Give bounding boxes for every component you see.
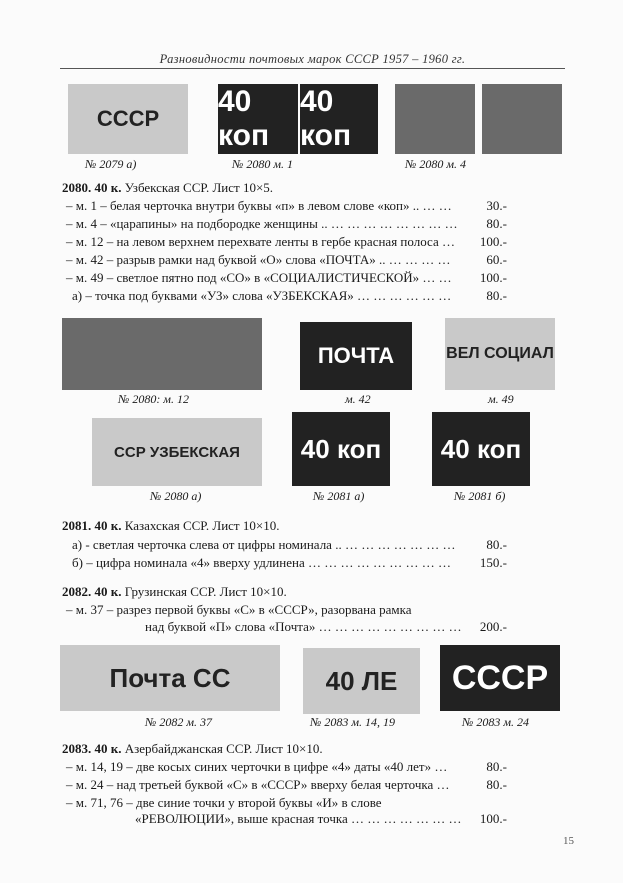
- entry-value: 40 к.: [94, 518, 122, 533]
- image-caption: № 2080 м. 1: [232, 157, 293, 171]
- variety-line: [66, 270, 565, 286]
- price: 100.-: [479, 270, 507, 285]
- entry-title: Азербайджанская ССР. Лист 10×10.: [124, 741, 323, 756]
- price: 80.-: [486, 537, 507, 552]
- image-caption: № 2082 м. 37: [145, 715, 212, 729]
- stamp-detail-image: 40 коп: [218, 84, 298, 154]
- image-caption: № 2081 б): [454, 489, 506, 503]
- image-caption: м. 49: [488, 392, 514, 406]
- price: 100.-: [479, 811, 507, 826]
- price: 200.-: [479, 619, 507, 634]
- stamp-detail-image: СССР: [68, 84, 188, 154]
- variety-line: [72, 555, 565, 571]
- variety-text: а) - светлая черточка слева от цифры номинала .. … … … … … … …: [72, 537, 456, 552]
- variety-text: – м. 12 – на левом верхнем перехвате ленты в гербе красная полоса …: [66, 234, 455, 249]
- entry-title: Узбекская ССР. Лист 10×5.: [124, 180, 274, 195]
- entry-heading: [62, 741, 323, 757]
- variety-text: «РЕВОЛЮЦИИ», выше красная точка … … … … … … …: [135, 811, 462, 826]
- variety-line: [66, 198, 565, 214]
- image-caption: № 2079 а): [85, 157, 137, 171]
- stamp-detail-image: 40 коп: [300, 84, 378, 154]
- price: 100.-: [479, 234, 507, 249]
- entry-title: Грузинская ССР. Лист 10×10.: [124, 584, 287, 599]
- variety-line: [66, 759, 565, 775]
- variety-line: [66, 234, 565, 250]
- variety-text: – м. 49 – светлое пятно под «СО» в «СОЦИАЛИСТИЧЕСКОЙ» … …: [66, 270, 452, 285]
- image-caption: м. 42: [345, 392, 371, 406]
- stamp-detail-image: ПОЧТА: [300, 322, 412, 390]
- entry-number: 2080.: [62, 180, 92, 195]
- entry-heading: [62, 584, 287, 600]
- variety-text: – м. 24 – над третьей буквой «С» в «СССР» вверху белая черточка …: [66, 777, 450, 792]
- entry-title: Казахская ССР. Лист 10×10.: [124, 518, 280, 533]
- stamp-detail-image: 40 коп: [432, 412, 530, 486]
- variety-line: [66, 795, 382, 811]
- variety-line: [72, 288, 565, 304]
- price: 60.-: [486, 252, 507, 267]
- entry-heading: [62, 180, 273, 196]
- image-caption: № 2081 а): [313, 489, 365, 503]
- image-caption: № 2083 м. 14, 19: [310, 715, 395, 729]
- price: 80.-: [486, 777, 507, 792]
- entry-value: 40 к.: [94, 741, 122, 756]
- variety-line: [66, 777, 565, 793]
- variety-text: б) – цифра номинала «4» вверху удлинена … … … … … … … … …: [72, 555, 451, 570]
- variety-line: [145, 619, 565, 635]
- variety-text: – м. 71, 76 – две синие точки у второй буквы «И» в слове: [66, 795, 382, 810]
- image-caption: № 2080 а): [150, 489, 202, 503]
- page-number: 15: [563, 835, 574, 847]
- variety-line: [66, 216, 565, 232]
- variety-text: а) – точка под буквами «УЗ» слова «УЗБЕКСКАЯ» … … … … … …: [72, 288, 452, 303]
- price: 80.-: [486, 759, 507, 774]
- variety-text: – м. 14, 19 – две косых синих черточки в цифре «4» даты «40 лет» …: [66, 759, 448, 774]
- entry-heading: [62, 518, 279, 534]
- entry-number: 2082.: [62, 584, 92, 599]
- stamp-detail-image: ССР УЗБЕКСКАЯ: [92, 418, 262, 486]
- price: 80.-: [486, 288, 507, 303]
- entry-number: 2081.: [62, 518, 92, 533]
- entry-value: 40 к.: [94, 584, 122, 599]
- variety-line: [135, 811, 565, 827]
- price: 30.-: [486, 198, 507, 213]
- price: 150.-: [479, 555, 507, 570]
- entry-number: 2083.: [62, 741, 92, 756]
- stamp-detail-image: Почта СС: [60, 645, 280, 711]
- variety-line: [66, 252, 565, 268]
- image-caption: № 2080: м. 12: [118, 392, 189, 406]
- stamp-detail-image: ВЕЛ СОЦИАЛ: [445, 318, 555, 390]
- variety-text: над буквой «П» слова «Почта» … … … … … … … … …: [145, 619, 462, 634]
- price: 80.-: [486, 216, 507, 231]
- stamp-detail-image: СССР: [440, 645, 560, 711]
- variety-line: [66, 602, 412, 618]
- variety-text: – м. 42 – разрыв рамки над буквой «О» слова «ПОЧТА» .. … … … …: [66, 252, 451, 267]
- variety-text: – м. 37 – разрез первой буквы «С» в «СССР», разорвана рамка: [66, 602, 412, 617]
- image-caption: № 2083 м. 24: [462, 715, 529, 729]
- entry-value: 40 к.: [94, 180, 122, 195]
- variety-text: – м. 1 – белая черточка внутри буквы «п» в левом слове «коп» .. … …: [66, 198, 452, 213]
- image-caption: № 2080 м. 4: [405, 157, 466, 171]
- variety-text: – м. 4 – «царапины» на подбородке женщины .. … … … … … … … …: [66, 216, 458, 231]
- stamp-detail-image: 40 коп: [292, 412, 390, 486]
- stamp-detail-image: [62, 318, 262, 390]
- stamp-detail-image: [395, 84, 475, 154]
- variety-line: [72, 537, 565, 553]
- stamp-detail-image: 40 ЛЕ: [303, 648, 420, 714]
- running-header: Разновидности почтовых марок СССР 1957 – 1960 гг.: [60, 52, 565, 69]
- stamp-detail-image: [482, 84, 562, 154]
